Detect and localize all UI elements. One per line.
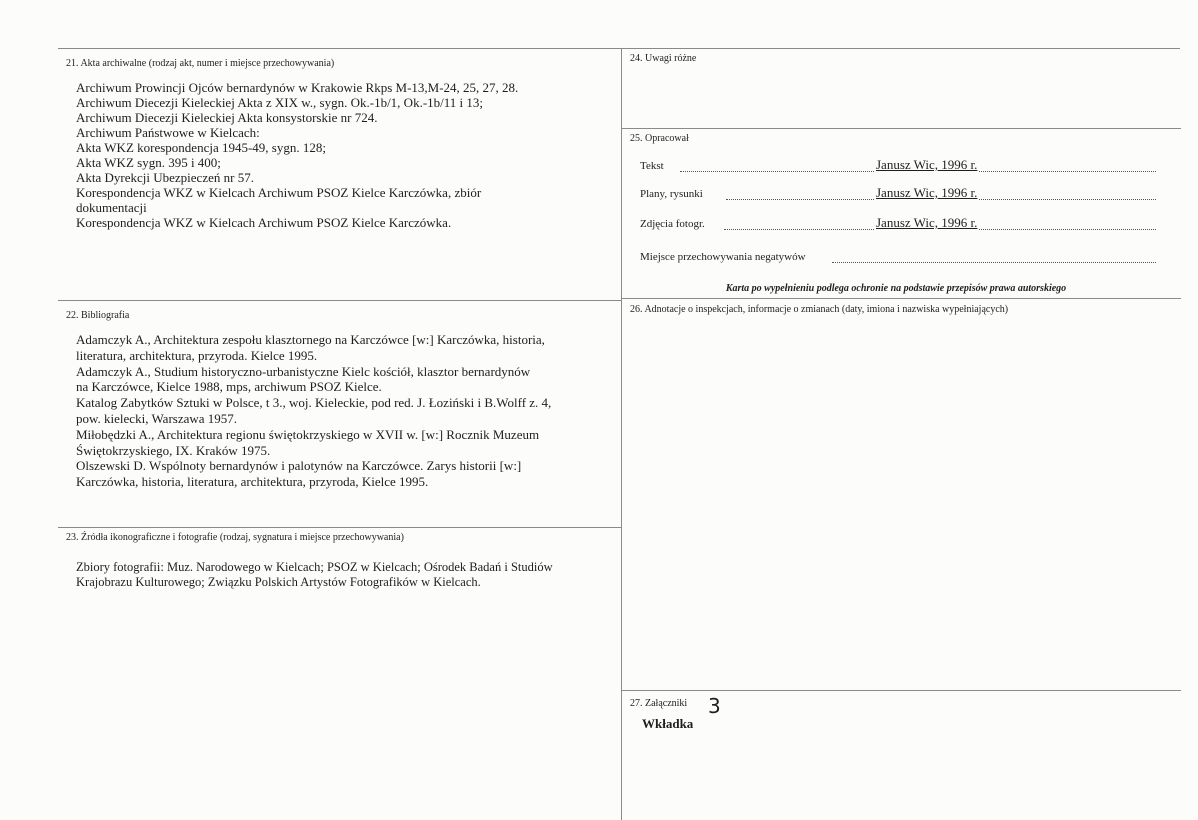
bibliography-line: Karczówka, historia, literatura, architektura, przyroda, Kielce 1995. (76, 474, 429, 490)
handwritten-count: 3 (708, 694, 721, 718)
section-27-header: 27. Załączniki (630, 698, 688, 709)
section-23-content (76, 560, 612, 590)
plany-value: Janusz Wic, 1996 r. (876, 185, 978, 200)
bibliography-line: Miłobędzki A., Architektura regionu świętokrzyskiego w XVII w. [w:] Rocznik Muzeum (76, 426, 540, 442)
section-26-header: 26. Adnotacje o inspekcjach, informacje o zmianach (daty, imiona i nazwiska wypełniających) (630, 304, 1009, 315)
bibliography-line: na Karczówce, Kielce 1988, mps, archiwum PSOZ Kielce. (76, 379, 382, 395)
text-line: Akta Dyrekcji Ubezpieczeń nr 57. (76, 170, 254, 185)
section-25-header: 25. Opracował (630, 133, 689, 144)
tekst-row (640, 157, 1160, 176)
text-line: Akta WKZ korespondencja 1945-49, sygn. 128; (76, 140, 326, 155)
plany-row (640, 185, 1160, 204)
text-line: Archiwum Diecezji Kieleckiej Akta z XIX w., sygn. Ok.-1b/1, Ok.-1b/11 i 13; (76, 95, 483, 110)
text-line: Archiwum Prowincji Ojców bernardynów w Krakowie Rkps M-13,M-24, 25, 27, 28. (76, 80, 519, 95)
rule-right-26-27 (621, 690, 1181, 691)
section-22-content (76, 332, 612, 490)
section-21-content (76, 80, 612, 230)
rule-top (58, 48, 1180, 49)
section-24-header: 24. Uwagi różne (630, 53, 697, 64)
miejsce-label: Miejsce przechowywania negatywów (640, 251, 806, 263)
zdjecia-row (640, 215, 1160, 234)
plany-label: Plany, rysunki (640, 188, 703, 200)
tekst-label: Tekst (640, 160, 664, 172)
text-line: Korespondencja WKZ w Kielcach Archiwum PSOZ Kielce Karczówka, zbiór (76, 185, 482, 200)
attachment-item: Wkładka (642, 716, 694, 731)
text-line: Krajobrazu Kulturowego; Związku Polskich Artystów Fotografików w Kielcach. (76, 575, 481, 589)
zdjecia-label: Zdjęcia fotogr. (640, 218, 705, 230)
rule-right-25-26 (621, 298, 1181, 299)
text-line: Archiwum Diecezji Kieleckiej Akta konsystorskie nr 724. (76, 110, 378, 125)
bibliography-line: Adamczyk A., Architektura zespołu klasztornego na Karczówce [w:] Karczówka, historia, (76, 332, 545, 347)
text-line: Zbiory fotografii: Muz. Narodowego w Kielcach; PSOZ w Kielcach; Ośrodek Badań i Studiów (76, 560, 553, 574)
bibliography-line: literatura, architektura, przyroda. Kielce 1995. (76, 347, 318, 363)
text-line: Akta WKZ sygn. 395 i 400; (76, 155, 221, 170)
section-21-header: 21. Akta archiwalne (rodzaj akt, numer i miejsce przechowywania) (66, 58, 335, 69)
miejsce-row (640, 251, 1160, 267)
text-line: Korespondencja WKZ w Kielcach Archiwum PSOZ Kielce Karczówka. (76, 215, 452, 230)
bibliography-line: Świętokrzyskiego, IX. Kraków 1975. (76, 442, 271, 458)
bibliography-line: Olszewski D. Wspólnoty bernardynów i palotynów na Karczówce. Zarys historii [w:] (76, 458, 522, 474)
bibliography-line: Adamczyk A., Studium historyczno-urbanistyczne Kielc kościół, klasztor bernardynów (76, 363, 531, 379)
rule-left-21-22 (58, 300, 622, 301)
rule-center-vertical (621, 48, 622, 820)
text-line: dokumentacji (76, 200, 147, 215)
tekst-value: Janusz Wic, 1996 r. (876, 157, 978, 172)
copyright-note: Karta po wypełnieniu podlega ochronie na podstawie przepisów prawa autorskiego (725, 283, 1067, 294)
miejsce-dotted-line (832, 251, 1156, 263)
zdjecia-value: Janusz Wic, 1996 r. (876, 215, 978, 230)
text-line: Archiwum Państwowe w Kielcach: (76, 125, 260, 140)
rule-right-24-25 (621, 128, 1181, 129)
section-23-header: 23. Źródła ikonograficzne i fotografie (rodzaj, sygnatura i miejsce przechowywania) (66, 532, 404, 543)
rule-left-22-23 (58, 527, 622, 528)
section-22-header: 22. Bibliografia (66, 310, 130, 321)
bibliography-line: Katalog Zabytków Sztuki w Polsce, t 3., woj. Kieleckie, pod red. J. Łoziński i B.Wolff z. 4, (76, 395, 552, 411)
bibliography-line: pow. kielecki, Warszawa 1957. (76, 410, 238, 426)
